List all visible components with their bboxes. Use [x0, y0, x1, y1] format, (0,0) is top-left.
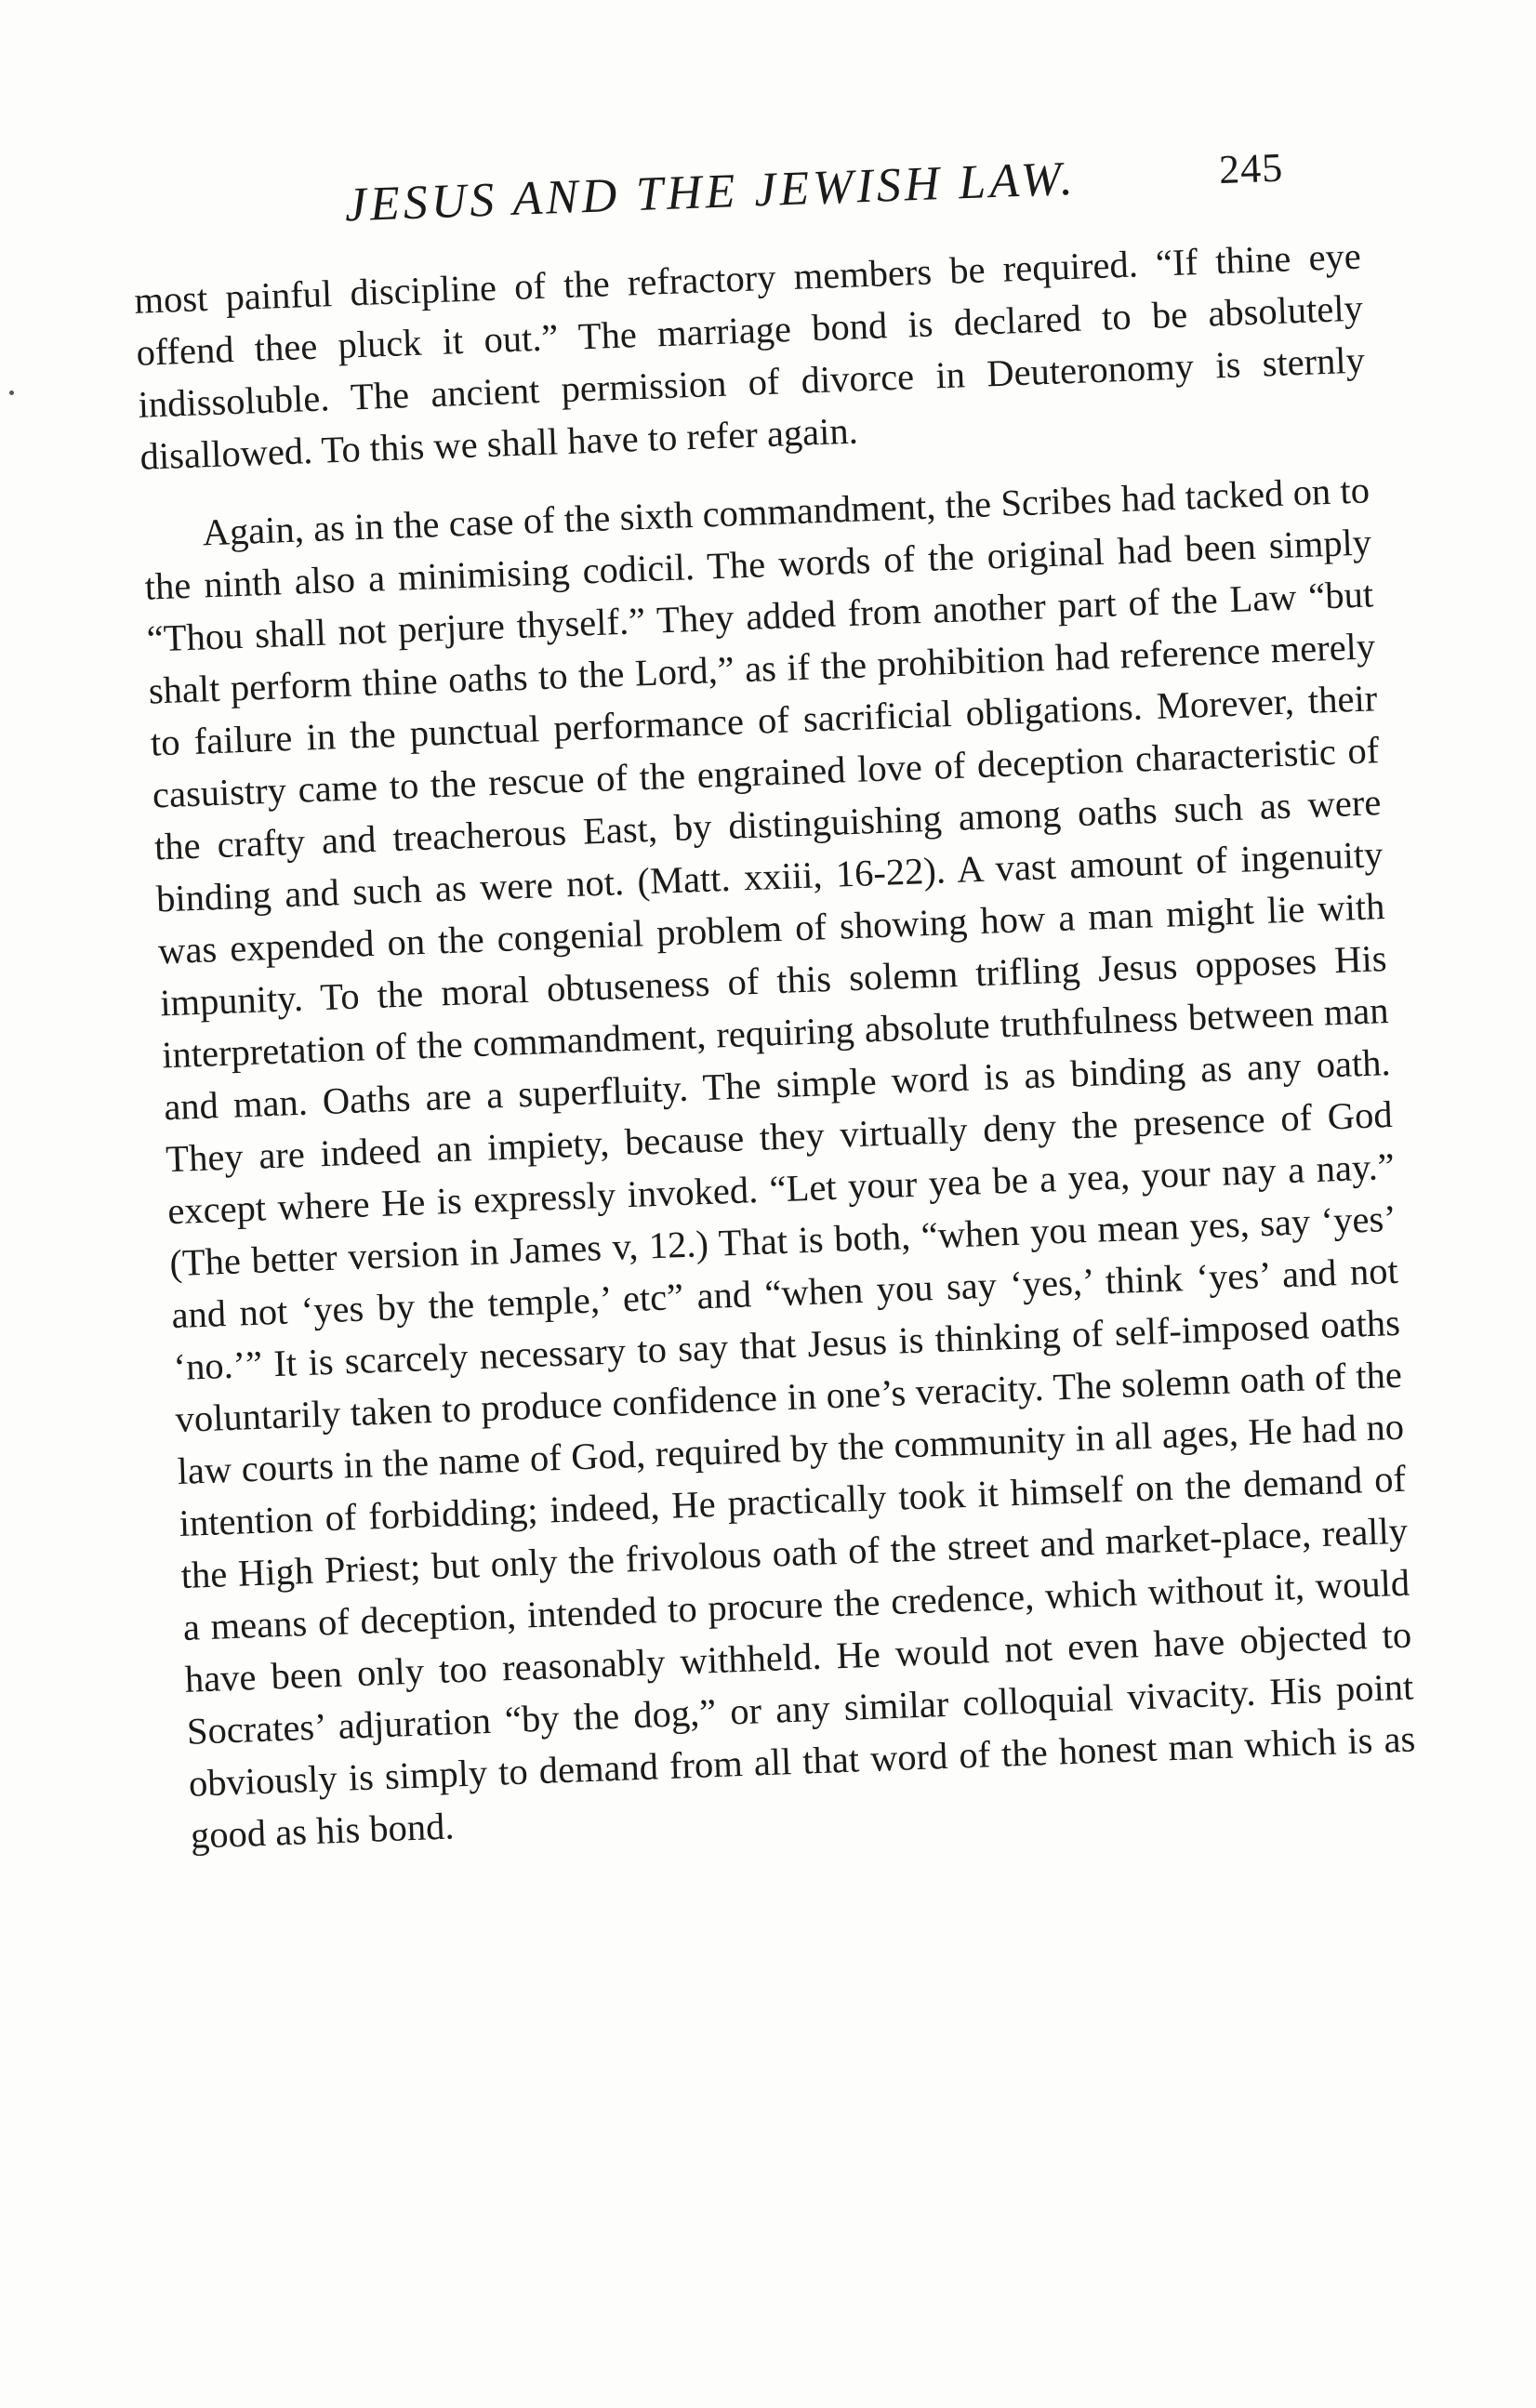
page-content — [130, 141, 1418, 1862]
paragraph: most painful discipline of the refractory members be required. “If thine eye offend thee pluck it out.” The marriage bond is declared to be absolutely indissoluble. The ancient permission of divorce in Deuteronomy is sternly disallowed. To this we shall have to refer again. — [133, 234, 1366, 478]
print-speck — [9, 390, 14, 395]
page-header — [344, 144, 1285, 244]
running-head: JESUS AND THE JEWISH LAW. — [343, 152, 1078, 232]
paragraph: Again, as in the case of the sixth commandment, the Scribes had tacked on to the ninth also a minimising codicil. The words of the original had been simply “Thou shall not perjure thyself.” They added from another part of the Law “but shalt perform thine oaths to the Lord,” as if the prohibition had reference merely to failure in the punctual performance of sacrificial obligations. Morever, their casuistry came to the rescue of the engrained love of deception characteristic of the crafty and treacherous East, by distinguishing among oaths such as were binding and such as were not. (Matt. xxiii, 16-22). A vast amount of ingenuity was expended on the congenial problem of showing how a man might lie with impunity. To the moral obtuseness of this solemn trifling Jesus opposes His interpretation of the commandment, requiring absolute truthfulness between man and man. Oaths are a superfluity. The simple word is as binding as any oath. They are indeed an impiety, because they virtually deny the presence of God except where He is expressly invoked. “Let your yea be a yea, your nay a nay.” (The better version in James v, 12.) That is both, “when you mean yes, say ‘yes’ and not ‘yes by the temple,’ etc” and “when you say ‘yes,’ think ‘yes’ and not ‘no.’” It is scarcely necessary to say that Jesus is thinking of self-imposed oaths voluntarily taken to produce confidence in one’s veracity. The solemn oath of the law courts in the name of God, required by the community in all ages, He had no intention of forbidding; indeed, He practically took it himself on the demand of the High Priest; but only the frivolous oath of the street and market-place, really a means of deception, intended to procure the credence, which without it, would have been only too reasonably withheld. He would not even have objected to Socrates’ adjuration “by the dog,” or any similar colloquial vivacity. His point obviously is simply to demand from all that word of the honest man which is as good as his bond. — [143, 469, 1416, 1857]
page-number: 245 — [1218, 144, 1284, 193]
body-text — [134, 231, 1419, 1862]
